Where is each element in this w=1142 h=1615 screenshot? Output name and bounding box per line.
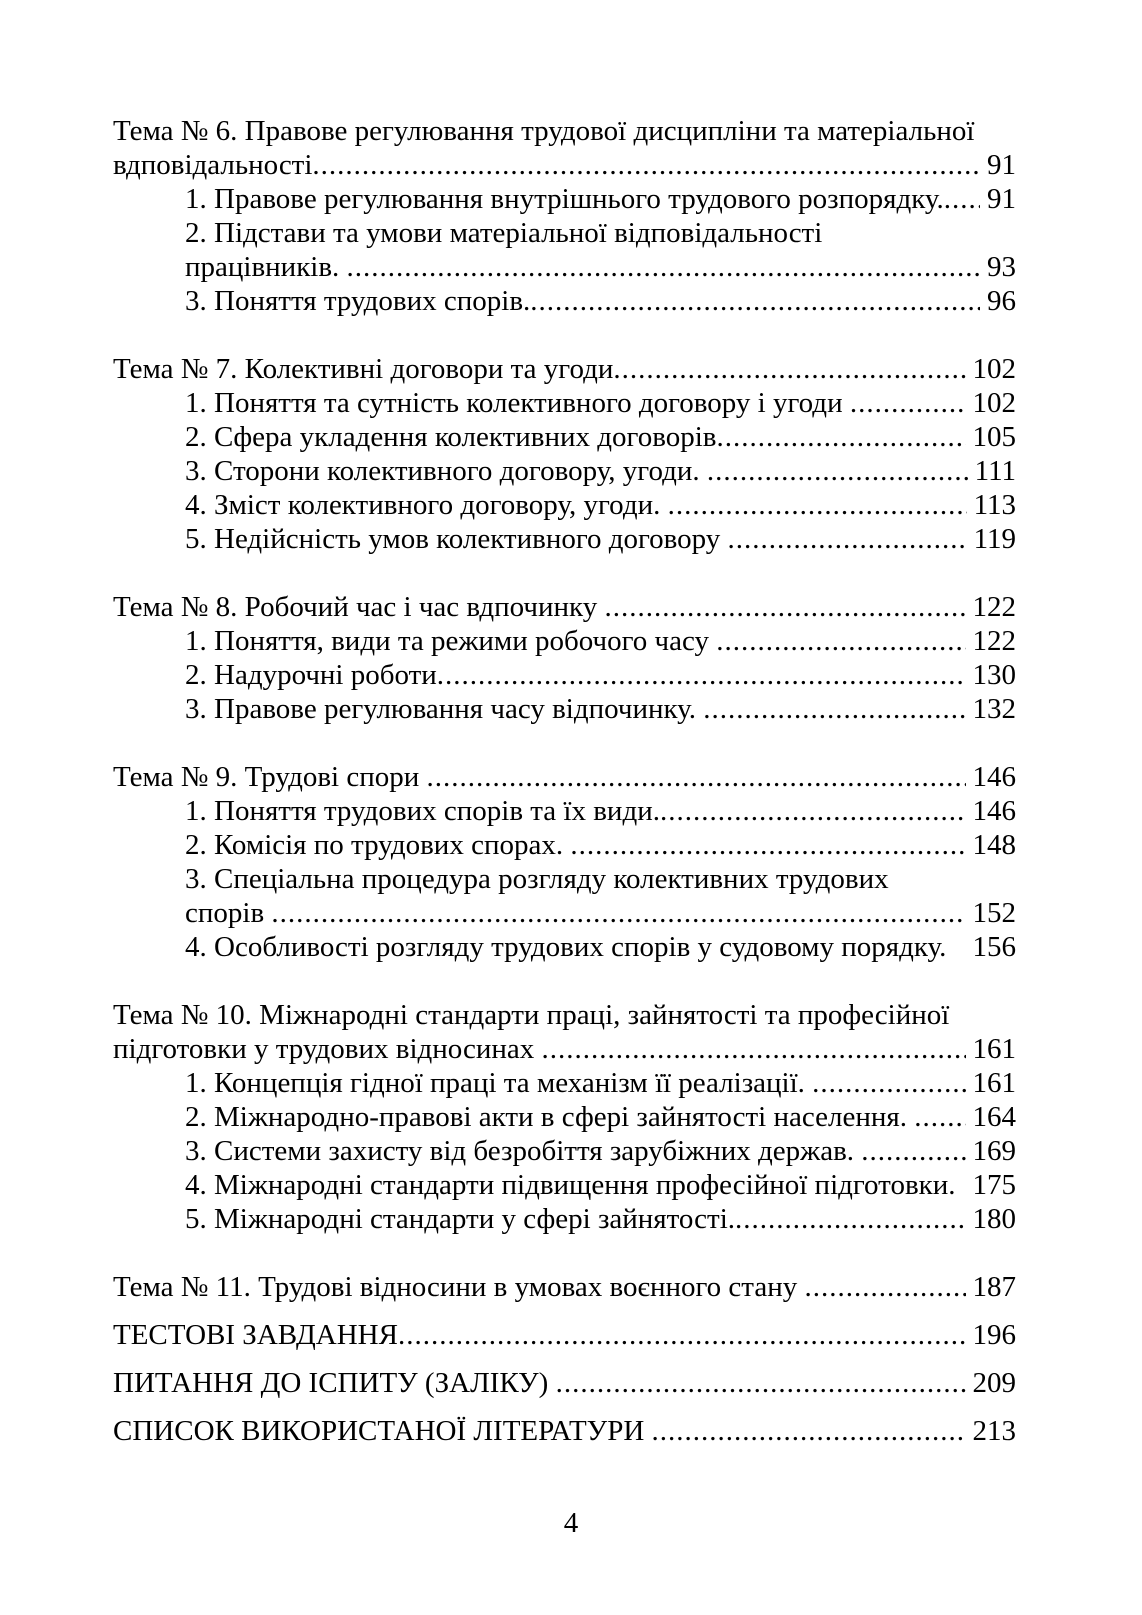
entry-last-line <box>185 284 1016 318</box>
entry-text: 4. Особливості розгляду трудових спорів у судовому порядку. <box>185 931 947 963</box>
dot-leader <box>437 658 966 692</box>
entry-last-line <box>185 828 1016 862</box>
toc-subentry <box>113 454 1016 488</box>
dot-leader <box>347 250 980 284</box>
entry-page-number: 132 <box>972 693 1016 725</box>
dot-leader <box>861 1134 965 1168</box>
dot-leader <box>613 352 965 386</box>
dot-leader <box>312 148 980 182</box>
entry-text: 4. Зміст колективного договору, угоди. <box>185 489 668 521</box>
dot-leader <box>530 284 980 318</box>
dot-leader <box>707 454 968 488</box>
entry-page-number: 152 <box>972 897 1016 929</box>
entry-page-number: 130 <box>972 659 1016 691</box>
entry-text: 3. Правове регулювання часу відпочинку. <box>185 693 704 725</box>
entry-text: 2. Надурочні роботи <box>185 659 437 691</box>
dot-leader <box>604 590 965 624</box>
entry-text: 1. Поняття та сутність колективного договору і угоди <box>185 387 850 419</box>
dot-leader <box>804 1270 965 1304</box>
entry-last-line <box>185 1202 1016 1236</box>
dot-leader <box>427 760 966 794</box>
toc-subentry <box>113 658 1016 692</box>
entry-text: 5. Міжнародні стандарти у сфері зайнятості. <box>185 1203 736 1235</box>
entry-last-line <box>185 1100 1016 1134</box>
toc-section <box>113 998 1016 1236</box>
entry-last-line <box>185 1134 1016 1168</box>
toc-subentry <box>113 420 1016 454</box>
dot-leader <box>716 624 965 658</box>
entry-last-line <box>185 1066 1016 1100</box>
entry-page-number: 91 <box>987 183 1016 215</box>
toc-entry <box>113 114 1016 182</box>
entry-page-number: 161 <box>972 1067 1016 1099</box>
entry-wrap-line: 3. Спеціальна процедура розгляду колективних трудових <box>185 863 889 895</box>
entry-last-line <box>185 488 1016 522</box>
toc-subentry <box>113 216 1016 284</box>
dot-leader <box>812 1066 965 1100</box>
dot-leader <box>652 1414 966 1448</box>
toc-subentry <box>113 182 1016 216</box>
toc-entry <box>113 1414 1016 1448</box>
toc-subentry <box>113 488 1016 522</box>
entry-page-number: 146 <box>972 761 1016 793</box>
entry-text: Тема № 8. Робочий час і час вдпочинку <box>113 591 605 623</box>
entry-page-number: 169 <box>972 1135 1016 1167</box>
entry-page-number: 119 <box>973 523 1016 555</box>
entry-last-line <box>113 1032 1016 1066</box>
entry-last-line <box>113 1414 1016 1448</box>
toc-subentry <box>113 284 1016 318</box>
dot-leader <box>914 1100 965 1134</box>
toc-entry <box>113 1318 1016 1352</box>
entry-text: Тема № 9. Трудові спори <box>113 761 427 793</box>
toc-section <box>113 760 1016 964</box>
toc-entry <box>113 590 1016 624</box>
page-number: 4 <box>563 1507 579 1539</box>
toc-subentry <box>113 828 1016 862</box>
entry-wrap-line: Тема № 6. Правове регулювання трудової дисципліни та матеріальної <box>113 115 975 147</box>
toc-subentry <box>113 386 1016 420</box>
entry-text: Тема № 7. Колективні договори та угоди <box>113 353 614 385</box>
entry-last-line <box>113 1270 1016 1304</box>
entry-last-line <box>185 692 1016 726</box>
toc-entry <box>113 1366 1016 1400</box>
entry-page-number: 180 <box>972 1203 1016 1235</box>
entry-page-number: 209 <box>972 1367 1016 1399</box>
entry-page-number: 213 <box>972 1415 1016 1447</box>
toc-section <box>113 590 1016 726</box>
toc-subentry <box>113 862 1016 930</box>
entry-wrap-line: 2. Підстави та умови матеріальної відповідальності <box>185 217 823 249</box>
entry-page-number: 122 <box>972 625 1016 657</box>
toc-subentry <box>113 794 1016 828</box>
entry-last-line <box>185 522 1016 556</box>
entry-last-line <box>185 624 1016 658</box>
entry-text: 5. Недійсність умов колективного договору <box>185 523 728 555</box>
entry-text: Тема № 11. Трудові відносини в умовах воєнного стану <box>113 1271 805 1303</box>
entry-page-number: 175 <box>972 1169 1016 1201</box>
toc-subentry <box>113 1066 1016 1100</box>
entry-last-line <box>185 420 1016 454</box>
toc-list <box>113 114 1016 1448</box>
entry-text: СПИСОК ВИКОРИСТАНОЇ ЛІТЕРАТУРИ <box>113 1415 652 1447</box>
entry-last-line <box>185 182 1016 216</box>
entry-last-line <box>185 794 1016 828</box>
entry-text: підготовки у трудових відносинах <box>113 1033 542 1065</box>
dot-leader <box>735 1202 965 1236</box>
toc-section <box>113 1366 1016 1400</box>
toc-subentry <box>113 930 1016 964</box>
toc-subentry <box>113 692 1016 726</box>
toc-subentry <box>113 1168 1016 1202</box>
entry-text: 1. Правове регулювання внутрішнього трудового розпорядку. <box>185 183 944 215</box>
toc-entry <box>113 1270 1016 1304</box>
entry-last-line <box>113 148 1016 182</box>
entry-last-line <box>113 1318 1016 1352</box>
toc-section <box>113 352 1016 556</box>
entry-text: працівників. <box>185 251 347 283</box>
entry-last-line <box>185 1168 1016 1202</box>
toc-subentry <box>113 522 1016 556</box>
entry-text: ПИТАННЯ ДО ІСПИТУ (ЗАЛІКУ) <box>113 1367 556 1399</box>
toc-subentry <box>113 1100 1016 1134</box>
entry-page-number: 105 <box>972 421 1016 453</box>
entry-last-line <box>185 658 1016 692</box>
dot-leader <box>716 420 965 454</box>
dot-leader <box>271 896 965 930</box>
entry-page-number: 113 <box>973 489 1016 521</box>
toc-subentry <box>113 624 1016 658</box>
toc-section <box>113 1318 1016 1352</box>
entry-text: ТЕСТОВІ ЗАВДАННЯ <box>113 1319 398 1351</box>
entry-text: 1. Поняття трудових спорів та їх види. <box>185 795 660 827</box>
entry-text: 2. Міжнародно-правові акти в сфері зайнятості населення. <box>185 1101 915 1133</box>
dot-leader <box>728 522 967 556</box>
entry-page-number: 91 <box>987 149 1016 181</box>
toc-section <box>113 1414 1016 1448</box>
entry-text: 2. Сфера укладення колективних договорів <box>185 421 717 453</box>
entry-page-number: 111 <box>974 455 1016 487</box>
dot-leader <box>556 1366 966 1400</box>
entry-text: спорів <box>185 897 272 929</box>
dot-leader <box>850 386 966 420</box>
toc-entry <box>113 352 1016 386</box>
entry-text: 1. Концепція гідної праці та механізм її реалізації. <box>185 1067 813 1099</box>
entry-text: 3. Поняття трудових спорів. <box>185 285 531 317</box>
dot-leader <box>570 828 965 862</box>
toc-entry <box>113 760 1016 794</box>
entry-page-number: 187 <box>972 1271 1016 1303</box>
toc-section <box>113 114 1016 318</box>
entry-text: вдповідальності <box>113 149 313 181</box>
entry-text: 1. Поняття, види та режими робочого часу <box>185 625 717 657</box>
entry-last-line <box>113 352 1016 386</box>
dot-leader <box>660 794 966 828</box>
toc-subentry <box>113 1134 1016 1168</box>
entry-page-number: 196 <box>972 1319 1016 1351</box>
entry-text: 3. Сторони колективного договору, угоди. <box>185 455 707 487</box>
entry-last-line <box>113 1366 1016 1400</box>
dot-leader <box>703 692 965 726</box>
entry-page-number: 102 <box>972 353 1016 385</box>
entry-page-number: 148 <box>972 829 1016 861</box>
entry-last-line <box>185 454 1016 488</box>
entry-text: 2. Комісія по трудових спорах. <box>185 829 571 861</box>
entry-last-line <box>185 896 1016 930</box>
entry-text: 3. Системи захисту від безробіття зарубіжних держав. <box>185 1135 862 1167</box>
dot-leader <box>668 488 967 522</box>
entry-last-line <box>185 250 1016 284</box>
entry-page-number: 161 <box>972 1033 1016 1065</box>
dot-leader <box>542 1032 966 1066</box>
entry-page-number: 146 <box>972 795 1016 827</box>
entry-page-number: 93 <box>987 251 1016 283</box>
entry-page-number: 96 <box>987 285 1016 317</box>
entry-last-line <box>113 760 1016 794</box>
entry-last-line <box>113 590 1016 624</box>
dot-leader <box>944 182 980 216</box>
toc-subentry <box>113 1202 1016 1236</box>
entry-text: 4. Міжнародні стандарти підвищення професійної підготовки. <box>185 1169 956 1201</box>
entry-page-number: 102 <box>972 387 1016 419</box>
entry-wrap-line: Тема № 10. Міжнародні стандарти праці, зайнятості та професійної <box>113 999 950 1031</box>
entry-page-number: 122 <box>972 591 1016 623</box>
toc-entry <box>113 998 1016 1066</box>
entry-last-line <box>185 930 1016 964</box>
toc-section <box>113 1270 1016 1304</box>
entry-last-line <box>185 386 1016 420</box>
dot-leader <box>398 1318 966 1352</box>
entry-page-number: 156 <box>972 931 1016 963</box>
entry-page-number: 164 <box>972 1101 1016 1133</box>
